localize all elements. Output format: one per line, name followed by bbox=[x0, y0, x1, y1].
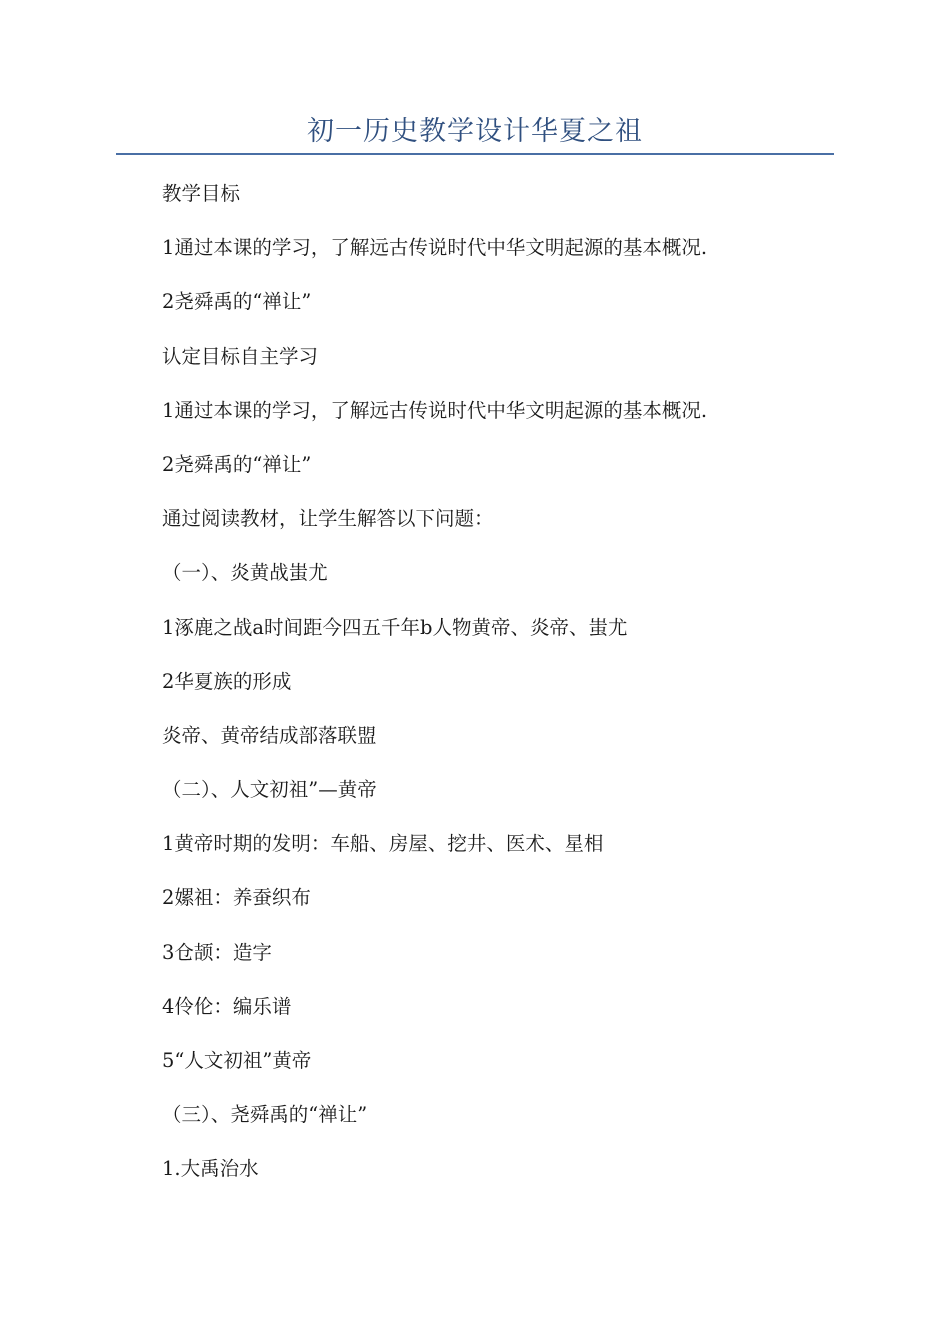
page-title: 初一历史教学设计华夏之祖 bbox=[307, 116, 643, 147]
body-line: 炎帝、黄帝结成部落联盟 bbox=[162, 723, 377, 747]
section-heading-part-3: （三）、尧舜禹的“禅让” bbox=[162, 1103, 368, 1127]
body-line: 5“人文初祖”黄帝 bbox=[162, 1049, 312, 1072]
body-line: 2尧舜禹的“禅让” bbox=[162, 290, 312, 314]
body-line: 2尧舜禹的“禅让” bbox=[162, 452, 312, 476]
body-line: 通过阅读教材，让学生解答以下问题： bbox=[162, 507, 494, 531]
body-line: 2华夏族的形成 bbox=[162, 669, 292, 693]
body-line: 1黄帝时期的发明：车船、房屋、挖井、医术、星相 bbox=[162, 832, 604, 856]
section-heading-teaching-goals: 教学目标 bbox=[162, 182, 241, 205]
section-heading-part-1: （一）、炎黄战蚩尤 bbox=[162, 561, 328, 585]
document-body bbox=[162, 178, 842, 1208]
body-line: 4伶伦：编乐谱 bbox=[162, 994, 292, 1018]
body-line: 1通过本课的学习，了解远古传说时代中华文明起源的基本概况. bbox=[162, 236, 708, 260]
section-heading-self-study: 认定目标自主学习 bbox=[162, 344, 319, 368]
body-line: 2嫘祖：养蚕织布 bbox=[162, 886, 311, 910]
body-line: 1.大禹治水 bbox=[162, 1157, 259, 1181]
body-line: 1通过本课的学习，了解远古传说时代中华文明起源的基本概况. bbox=[162, 398, 708, 422]
body-line: 1涿鹿之战a时间距今四五千年b人物黄帝、炎帝、蚩尤 bbox=[162, 615, 628, 639]
section-heading-part-2: （二）、人文初祖”—黄帝 bbox=[162, 778, 377, 802]
title-divider bbox=[116, 153, 834, 155]
body-line: 3仓颉：造字 bbox=[162, 940, 272, 964]
